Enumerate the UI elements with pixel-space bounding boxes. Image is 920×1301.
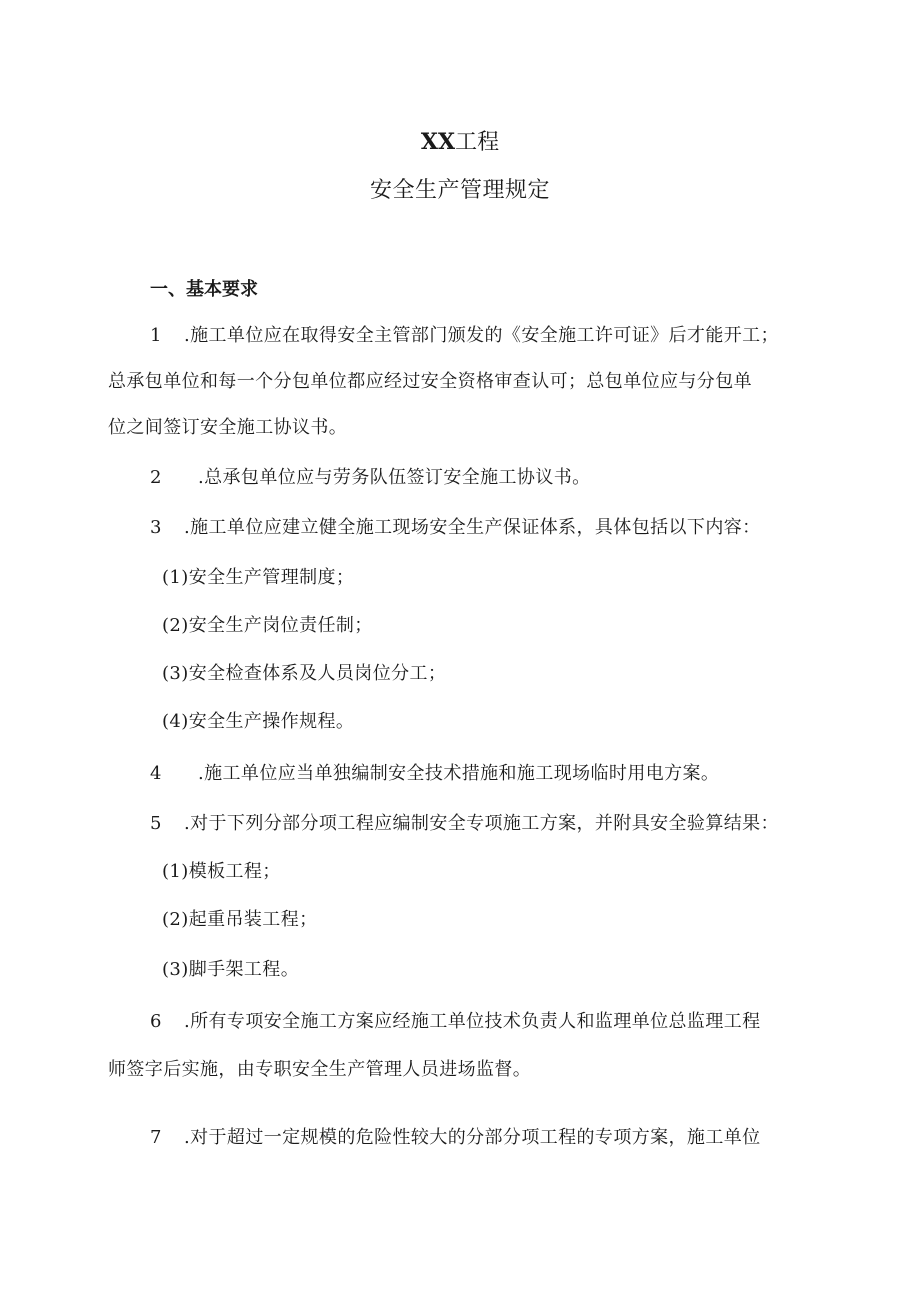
paragraph-line [108,1056,531,1084]
line-text: .所有专项安全施工方案应经施工单位技术负责人和监理单位总监理工程 [184,1011,761,1032]
line-text: (1)模板工程； [162,861,281,882]
line-text: .总承包单位应与劳务队伍签订安全施工协议书。 [198,467,591,488]
project-title-code: XX [420,129,456,155]
line-text: (4)安全生产操作规程。 [162,711,355,732]
item-number: 4 [150,763,162,784]
project-title-suffix: 工程 [455,130,500,155]
paragraph-line [108,368,752,396]
item-number: 1 [150,325,162,346]
line-text: (2)起重吊装工程； [162,909,318,930]
paragraph-line [150,1008,761,1036]
paragraph-line [150,514,761,542]
list-item [162,612,373,640]
item-number: 2 [150,467,162,488]
project-title [0,126,920,159]
line-text: .施工单位应建立健全施工现场安全生产保证体系，具体包括以下内容： [184,517,761,538]
line-text: .施工单位应当单独编制安全技术措施和施工现场临时用电方案。 [198,763,720,784]
line-text: .对于下列分部分项工程应编制安全专项施工方案，并附具安全验算结果： [184,813,779,834]
item-number: 5 [150,813,162,834]
section-heading: 一、基本要求 [150,279,258,300]
line-text: .对于超过一定规模的危险性较大的分部分项工程的专项方案，施工单位 [184,1127,761,1148]
list-item [162,564,354,592]
paragraph-line [150,760,719,788]
line-text: (3)脚手架工程。 [162,959,300,980]
paragraph-line [150,464,591,492]
item-number: 3 [150,517,162,538]
paragraph-line [150,322,779,350]
paragraph-line [108,414,347,442]
item-number: 7 [150,1127,162,1148]
item-number: 6 [150,1011,162,1032]
line-text: (1)安全生产管理制度； [162,567,355,588]
list-item [162,708,354,736]
line-text: 位之间签订安全施工协议书。 [108,417,348,438]
line-text: .施工单位应在取得安全主管部门颁发的《安全施工许可证》后才能开工； [184,325,779,346]
list-item [162,660,446,688]
list-item [162,858,281,886]
paragraph-line [150,1124,761,1152]
line-text: (2)安全生产岗位责任制； [162,615,373,636]
list-item [162,956,299,984]
document-title: 安全生产管理规定 [369,178,550,203]
line-text: (3)安全检查体系及人员岗位分工； [162,663,447,684]
line-text: 总承包单位和每一个分包单位都应经过安全资格审查认可；总包单位应与分包单 [108,371,752,392]
paragraph-line [150,810,779,838]
list-item [162,906,318,934]
line-text: 师签字后实施，由专职安全生产管理人员进场监督。 [108,1059,532,1080]
